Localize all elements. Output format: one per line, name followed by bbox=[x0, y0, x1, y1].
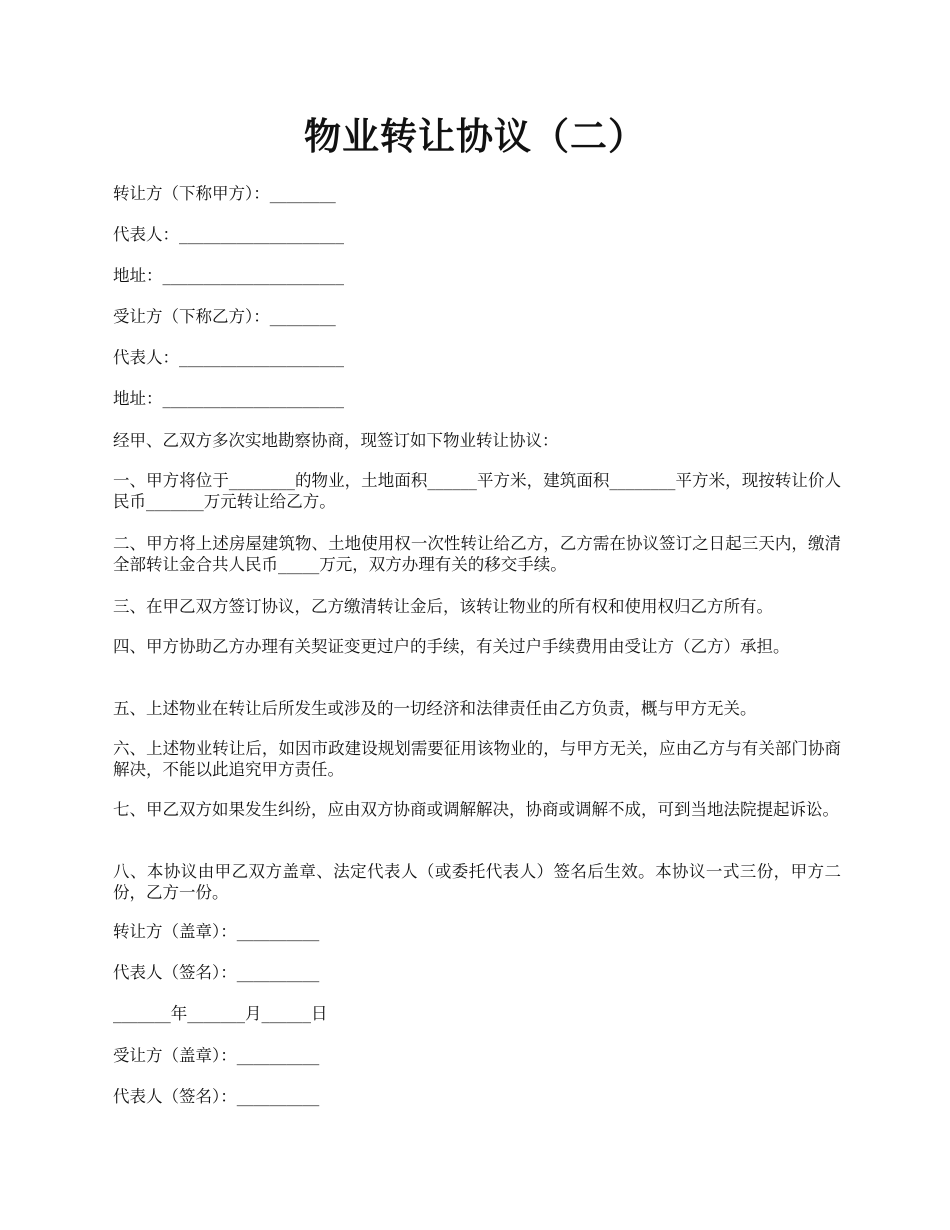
transferee-line: 受让方（下称乙方）：________ bbox=[113, 307, 336, 326]
transferee-seal-line: 受让方（盖章）：__________ bbox=[113, 1046, 320, 1065]
transferee-signature-line: 代表人（签名）：__________ bbox=[113, 1087, 320, 1106]
clause-5: 五、上述物业在转让后所发生或涉及的一切经济和法律责任由乙方负责，概与甲方无关。 bbox=[113, 699, 757, 718]
document-title: 物业转让协议（二） bbox=[304, 114, 646, 158]
transferor-address-line: 地址：______________________ bbox=[113, 266, 344, 285]
transferor-seal-line: 转让方（盖章）：__________ bbox=[113, 922, 320, 941]
transferee-address-line: 地址：______________________ bbox=[113, 389, 344, 408]
clause-8: 八、本协议由甲乙双方盖章、法定代表人（或委托代表人）签名后生效。本协议一式三份，甲方二份，乙方一份。 bbox=[113, 862, 841, 902]
clause-2: 二、甲方将上述房屋建筑物、土地使用权一次性转让给乙方，乙方需在协议签订之日起三天内，缴清全部转让金合共人民币_____万元，双方办理有关的移交手续。 bbox=[113, 534, 841, 574]
transferor-line: 转让方（下称甲方）：________ bbox=[113, 184, 336, 203]
transferee-representative-line: 代表人：____________________ bbox=[113, 348, 344, 367]
clause-6: 六、上述物业转让后，如因市政建设规划需要征用该物业的，与甲方无关，应由乙方与有关部门协商解决，不能以此追究甲方责任。 bbox=[113, 739, 841, 779]
transferor-representative-line: 代表人：____________________ bbox=[113, 225, 344, 244]
intro-paragraph: 经甲、乙双方多次实地勘察协商，现签订如下物业转让协议： bbox=[113, 431, 559, 450]
clause-1: 一、甲方将位于________的物业，土地面积______平方米，建筑面积________平方米，现按转让价人民币_______万元转让给乙方。 bbox=[113, 471, 841, 511]
clause-3: 三、在甲乙双方签订协议，乙方缴清转让金后，该转让物业的所有权和使用权归乙方所有。 bbox=[113, 597, 773, 616]
clause-4: 四、甲方协助乙方办理有关契证变更过户的手续，有关过户手续费用由受让方（乙方）承担。 bbox=[113, 637, 790, 656]
clause-7: 七、甲乙双方如果发生纠纷，应由双方协商或调解解决，协商或调解不成，可到当地法院提起诉讼。 bbox=[113, 800, 839, 819]
date-line: _______年_______月______日 bbox=[113, 1004, 328, 1023]
transferor-signature-line: 代表人（签名）：__________ bbox=[113, 963, 320, 982]
